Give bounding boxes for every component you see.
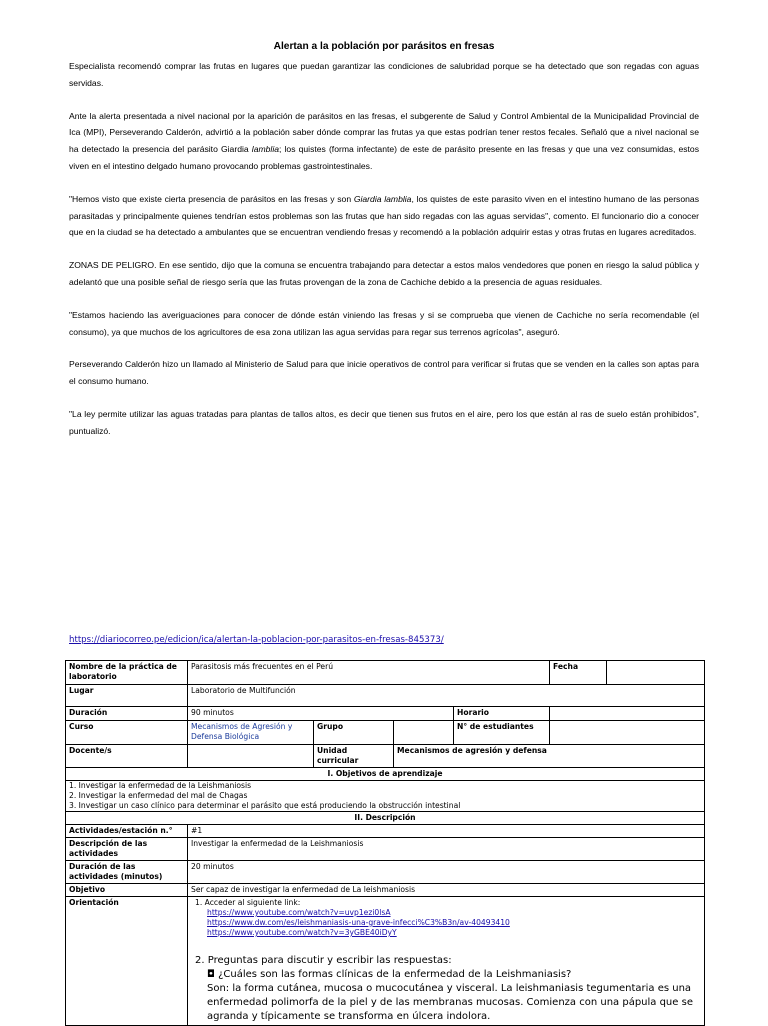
youtube-link-2[interactable]: https://www.youtube.com/watch?v=3yGBE40iDyY: [207, 928, 397, 937]
horario-label: Horario: [454, 707, 550, 721]
youtube-link-1[interactable]: https://www.youtube.com/watch?v=uvp1ezi0lsA: [207, 908, 391, 917]
estudiantes-value: [550, 721, 705, 745]
duracion-label: Duración: [66, 707, 188, 721]
unidad-value: Mecanismos de agresión y defensa: [394, 745, 705, 768]
duracion-value: 90 minutos: [188, 707, 454, 721]
grupo-label: Grupo: [314, 721, 394, 745]
article-title: Alertan a la población por parásitos en fresas: [273, 41, 495, 52]
dw-link[interactable]: https://www.dw.com/es/leishmaniasis-una-grave-infecci%C3%B3n/av-40493410: [207, 918, 510, 927]
orientacion-value: [188, 897, 705, 1026]
article-paragraph: "La ley permite utilizar las aguas tratadas para plantas de tallos altos, es decir que tienen sus frutos en el aire, pero los que están al ras de suelo están prohibidos", puntualizó.: [69, 408, 699, 436]
objetivo-value: Ser capaz de investigar la enfermedad de La leishmaniosis: [188, 884, 705, 897]
section-descripcion: II. Descripción: [66, 812, 705, 825]
curso-value: Mecanismos de Agresión y Defensa Biológica: [188, 721, 314, 745]
objetivos-list: [66, 781, 705, 812]
article-paragraph: "Estamos haciendo las averiguaciones para conocer de dónde están viniendo las fresas y si se comprueba que vienen de Cachiche no sería recomendable (el consumo), ya que muchos de los agricultores de esa zona utilizan las agua servidas para regar sus terrenos agrícolas", aseguró.: [69, 309, 699, 337]
descripcion-value: Investigar la enfermedad de la Leishmaniosis: [188, 838, 705, 861]
article-paragraph: ZONAS DE PELIGRO. En ese sentido, dijo que la comuna se encuentra trabajando para detectar a estos malos vendedores que ponen en riesgo la salud pública y adelantó que una posible señal de riesgo sería que las frutas provengan de la zona de Cachiche debido a la presencia de aguas residuales.: [69, 260, 699, 287]
answer-1: Son: la forma cutánea, mucosa o mucocutánea y visceral. La leishmaniasis tegumentaria es una enfermedad polimorfa de la piel y de las membranas mucosas. Comienza con una pápula que se agranda y típicamente se transforma en úlcera indolora.: [207, 983, 693, 1022]
horario-value: [550, 707, 705, 721]
objetivo-item: 2. Investigar la enfermedad del mal de Chagas: [69, 791, 248, 800]
question-1: ◘ ¿Cuáles son las formas clínicas de la enfermedad de la Leishmaniasis?: [207, 969, 572, 980]
curso-label: Curso: [66, 721, 188, 745]
source-link[interactable]: https://diariocorreo.pe/edicion/ica/alertan-la-poblacion-por-parasitos-en-fresas-845373/: [69, 635, 444, 645]
docentes-value: [188, 745, 314, 768]
actividades-value: #1: [188, 825, 705, 838]
orientacion-label: Orientación: [66, 897, 188, 1026]
step-2: 2. Preguntas para discutir y escribir las respuestas:: [195, 955, 452, 966]
article-paragraph: Especialista recomendó comprar las frutas en lugares que puedan garantizar las condiciones de salubridad porque se ha detectado que son regadas con aguas servidas.: [69, 61, 699, 88]
nombre-label: Nombre de la práctica de laboratorio: [66, 661, 188, 685]
lab-practice-table: [65, 660, 705, 1026]
unidad-label: Unidad curricular: [314, 745, 394, 768]
descripcion-label: Descripción de las actividades: [66, 838, 188, 861]
fecha-value: [607, 661, 705, 685]
estudiantes-label: N° de estudiantes: [454, 721, 550, 745]
step-1: 1. Acceder al siguiente link:: [195, 898, 301, 907]
docentes-label: Docente/s: [66, 745, 188, 768]
lugar-label: Lugar: [66, 685, 188, 707]
objetivo-label: Objetivo: [66, 884, 188, 897]
grupo-value: [394, 721, 454, 745]
lugar-value: Laboratorio de Multifunción: [188, 685, 705, 707]
article-paragraph: Perseverando Calderón hizo un llamado al Ministerio de Salud para que inicie operativos de control para verificar si frutas que se venden en la calles son aptas para el consumo humano.: [69, 359, 699, 387]
fecha-label: Fecha: [550, 661, 607, 685]
objetivo-item: 1. Investigar la enfermedad de la Leishmaniosis: [69, 781, 252, 790]
nombre-value: Parasitosis más frecuentes en el Perú: [188, 661, 550, 685]
duracion-actividades-label: Duración de las actividades (minutos): [66, 861, 188, 884]
article-paragraph: "Hemos visto que existe cierta presencia de parásitos en las fresas y son Giardia lamblia, los quistes de este parasito viven en el intestino humano de las personas parasitadas y principalmente quienes tendrían estos problemas son las frutas que han sido regadas con las aguas servidas", comento. El funcionario dio a conocer que en la ciudad se ha detectado a ambulantes que se encuentran vendiendo fresas y recomendó a la población adquirir estas y otras frutas en lugares acreditados.: [69, 193, 699, 238]
actividades-label: Actividades/estación n.°: [66, 825, 188, 838]
article: [69, 40, 699, 456]
duracion-actividades-value: 20 minutos: [188, 861, 705, 884]
article-paragraph: Ante la alerta presentada a nivel nacional por la aparición de parásitos en las fresas, el subgerente de Salud y Control Ambiental de la Municipalidad Provincial de Ica (MPI), Perseverando Calderón, advirtió a la población saber dónde comprar las frutas ya que estas podrían tener restos fecales. Señaló que a nivel nacional se ha detectado la presencia del parásito Giardia lamblia; los quistes (forma infectante) de este de parásito presente en las fresas y que una vez consumidas, estos viven en el intestino delgado humano provocando problemas gastrointestinales.: [69, 110, 699, 171]
objetivo-item: 3. Investigar un caso clínico para determinar el parásito que está produciendo la obstrucción intestinal: [69, 801, 461, 810]
section-objetivos: I. Objetivos de aprendizaje: [66, 768, 705, 781]
